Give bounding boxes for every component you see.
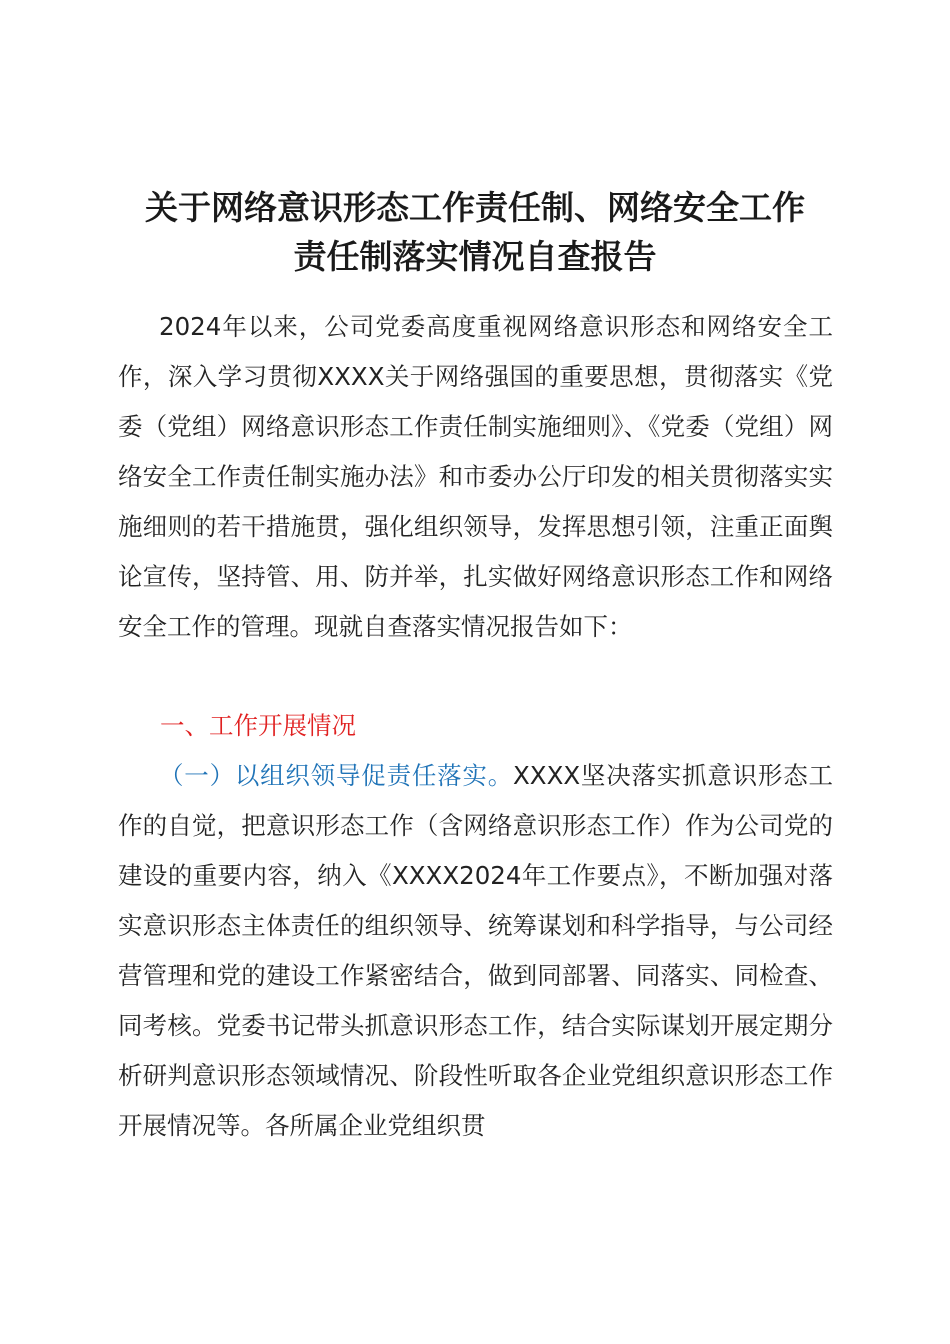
report-title-line-2: 责任制落实情况自查报告 [293, 237, 657, 276]
intro-paragraph: 2024年以来，公司党委高度重视网络意识形态和网络安全工作，深入学习贯彻XXXX关于网络强国的重要思想，贯彻落实《党委（党组）网络意识形态工作责任制实施细则》、《党委（党组）网络安全工作责任制实施办法》和市委办公厅印发的相关贯彻落实实施细则的若干措施贯，强化组织领导，发挥思想引领，注重正面舆论宣传，坚持管、用、防并举，扎实做好网络意识形态工作和网络安全工作的管理。现就自查落实情况报告如下： [118, 312, 833, 641]
report-title-line-1: 关于网络意识形态工作责任制、网络安全工作 [145, 188, 805, 227]
subsection-body-text: XXXX坚决落实抓意识形态工作的自觉，把意识形态工作（含网络意识形态工作）作为公司党的建设的重要内容，纳入《XXXX2024年工作要点》，不断加强对落实意识形态主体责任的组织领导、统筹谋划和科学指导，与公司经营管理和党的建设工作紧密结合，做到同部署、同落实、同检查、同考核。党委书记带头抓意识形态工作，结合实际谋划开展定期分析研判意识形态领域情况、阶段性听取各企业党组织意识形态工作开展情况等。各所属企业党组织贯 [118, 761, 833, 1140]
section-heading-work-progress: 一、工作开展情况 [160, 711, 356, 740]
subsection-heading: （一）以组织领导促责任落实。 [159, 761, 513, 790]
subsection-paragraph [118, 751, 833, 1151]
